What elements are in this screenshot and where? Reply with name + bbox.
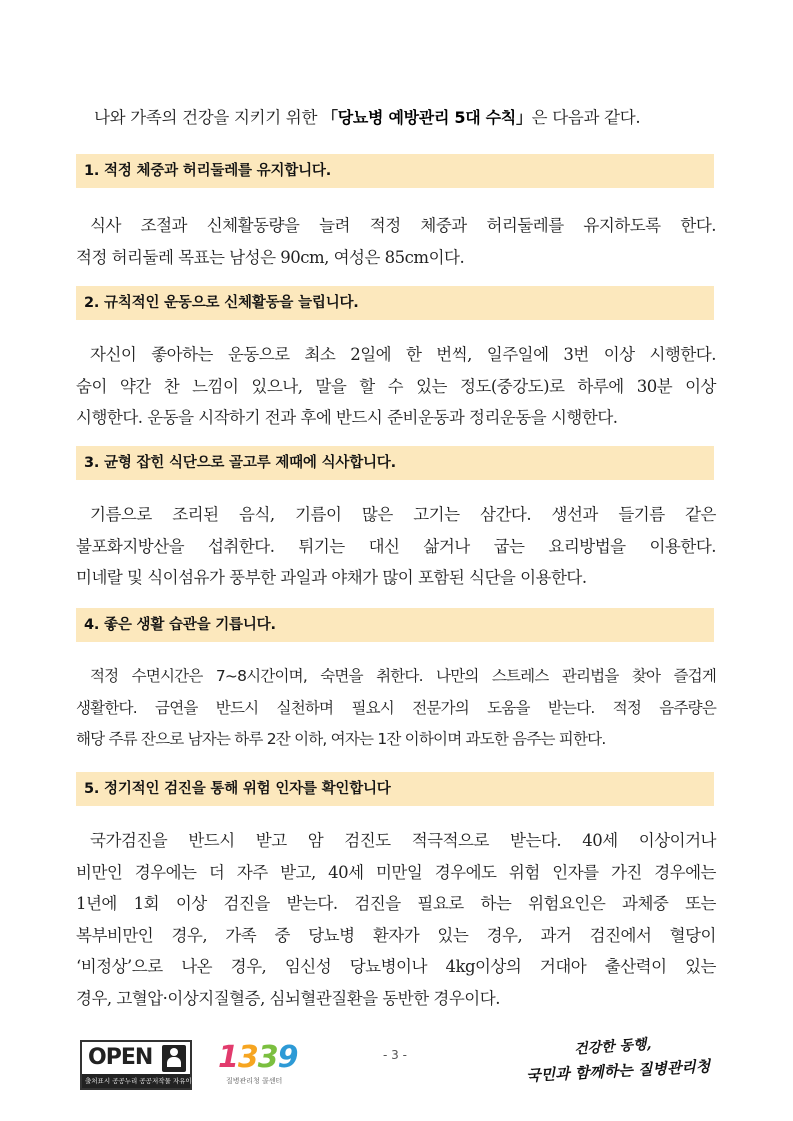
page-number: - 3 - — [383, 1048, 407, 1062]
slogan-line-1: 건강한 동행, — [573, 1036, 652, 1058]
section-5-body — [76, 825, 716, 1014]
hotline-1339-logo — [218, 1040, 302, 1090]
section-2-line-3: 시행한다. 운동을 시작하기 전과 후에 반드시 준비운동과 정리운동을 시행한다. — [76, 408, 618, 427]
intro-after: 은 다음과 같다. — [531, 108, 641, 127]
open-logo-caption — [82, 1074, 211, 1088]
section-5-line-5: ‘비정상’으로 나온 경우, 임신성 당뇨병이나 4kg이상의 거대아 출산력이 있는 — [76, 957, 716, 976]
intro-before: 나와 가족의 건강을 지키기 위한 — [94, 108, 323, 127]
hotline-digit-2: 3 — [237, 1040, 258, 1075]
section-3-line-1: 기름으로 조리된 음식, 기름이 많은 고기는 삼간다. 생선과 들기름 같은 — [90, 505, 716, 524]
section-5-line-6: 경우, 고혈압·이상지질혈증, 심뇌혈관질환을 동반한 경우이다. — [76, 988, 500, 1008]
hotline-digit-4: 9 — [277, 1040, 298, 1075]
kogl-open-logo — [80, 1040, 211, 1090]
attribution-person-icon — [162, 1045, 186, 1072]
open-logo-text: OPEN — [88, 1045, 153, 1070]
section-4-heading: 4. 좋은 생활 습관을 기릅니다. — [76, 608, 714, 642]
section-4-body — [76, 661, 716, 756]
section-3-line-2: 불포화지방산을 섭취한다. 튀기는 대신 삶거나 굽는 요리방법을 이용한다. — [76, 536, 716, 556]
section-4-line-2: 생활한다. 금연을 반드시 실천하며 필요시 전문가의 도움을 받는다. 적정 음주량은 — [76, 698, 716, 717]
section-1-body — [76, 210, 716, 273]
section-4-line-1: 적정 수면시간은 7~8시간이며, 숙면을 취한다. 나만의 스트레스 관리법을 찾아 즐겁게 — [90, 667, 716, 685]
open-caption-text: 공공누리 공공저작물 자유이용허락 — [112, 1077, 211, 1085]
open-badge-label: 출처표시 — [85, 1077, 111, 1085]
section-2-line-1: 자신이 좋아하는 운동으로 최소 2일에 한 번씩, 일주일에 3번 이상 시행한다. — [90, 345, 716, 364]
person-body-shape — [167, 1057, 181, 1067]
section-5-line-4: 복부비만인 경우, 가족 중 당뇨병 환자가 있는 경우, 과거 검진에서 혈당이 — [76, 925, 716, 945]
intro-highlight-title: 「당뇨병 예방관리 5대 수칙」 — [322, 108, 532, 127]
kdca-slogan-logo — [520, 1036, 710, 1092]
open-logo-top — [82, 1042, 190, 1076]
section-5-line-1: 국가검진을 반드시 받고 암 검진도 적극적으로 받는다. 40세 이상이거나 — [90, 831, 716, 850]
section-2-line-2: 숨이 약간 찬 느낌이 있으나, 말을 할 수 있는 정도(중강도)로 하루에 30분 이상 — [76, 376, 716, 396]
section-5-line-3: 1년에 1회 이상 검진을 받는다. 검진을 필요로 하는 위험요인은 과체중 또는 — [76, 894, 716, 913]
section-2-body — [76, 339, 716, 434]
slogan-line-2: 국민과 함께하는 질병관리청 — [525, 1057, 711, 1085]
hotline-caption: 질병관리청 콜센터 — [226, 1077, 283, 1085]
section-5-line-2: 비만인 경우에는 더 자주 받고, 40세 미만일 경우에도 위험 인자를 가진 경우에는 — [76, 862, 716, 882]
hotline-number — [218, 1040, 302, 1076]
section-4-line-3: 해당 주류 잔으로 남자는 하루 2잔 이하, 여자는 1잔 이하이며 과도한 음주는 피한다. — [76, 730, 606, 748]
section-3-body — [76, 499, 716, 594]
hotline-digit-1: 1 — [218, 1040, 238, 1075]
section-3-line-3: 미네랄 및 식이섬유가 풍부한 과일과 야채가 많이 포함된 식단을 이용한다. — [76, 568, 587, 587]
section-1-heading: 1. 적정 체중과 허리둘레를 유지합니다. — [76, 154, 714, 188]
section-3-heading: 3. 균형 잡힌 식단으로 골고루 제때에 식사합니다. — [76, 446, 714, 480]
section-2-heading: 2. 규칙적인 운동으로 신체활동을 늘립니다. — [76, 286, 714, 320]
section-1-line-2: 적정 허리둘레 목표는 남성은 90cm, 여성은 85cm이다. — [76, 247, 465, 267]
section-1-line-1: 식사 조절과 신체활동량을 늘려 적정 체중과 허리둘레를 유지하도록 한다. — [90, 216, 716, 235]
intro-sentence — [80, 104, 720, 132]
hotline-digit-3: 3 — [257, 1040, 278, 1075]
person-head-shape — [170, 1048, 178, 1056]
section-5-heading: 5. 정기적인 검진을 통해 위험 인자를 확인합니다 — [76, 772, 714, 806]
